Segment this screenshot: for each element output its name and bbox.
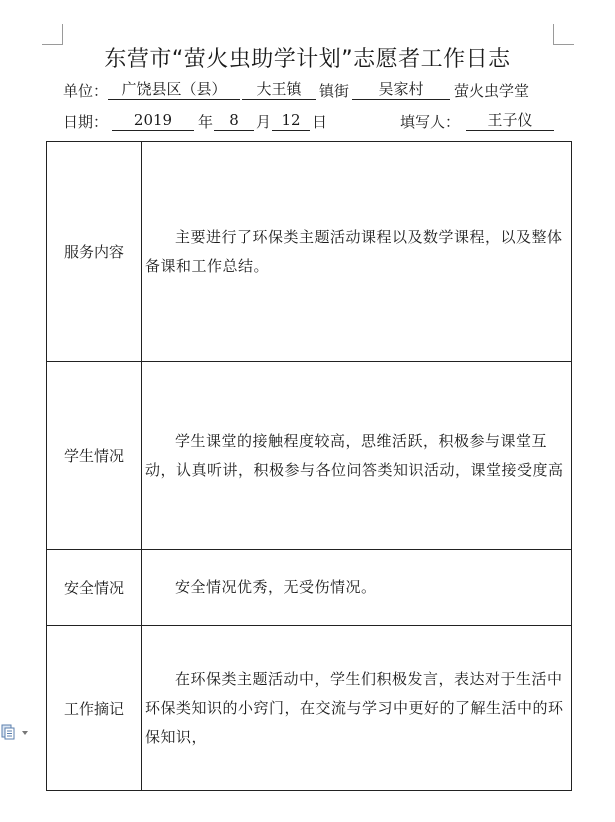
author-field: 王子仪 bbox=[466, 111, 554, 131]
row-label-notes: 工作摘记 bbox=[47, 626, 142, 791]
year-field: 2019 bbox=[112, 111, 194, 131]
row-label-students: 学生情况 bbox=[47, 362, 142, 550]
notes-content-text: 在环保类主题活动中，学生们积极发言，表达对于生活中环保类知识的小窍门，在交流与学习中更好的了解生活中的环保知识， bbox=[145, 669, 564, 746]
school-name: 萤火虫学堂 bbox=[454, 82, 530, 100]
table-row bbox=[47, 550, 572, 626]
year-label: 年 bbox=[198, 113, 214, 131]
day-field: 12 bbox=[272, 111, 310, 131]
chevron-down-icon[interactable] bbox=[22, 731, 28, 735]
students-content-text: 学生课堂的接触程度较高，思维活跃，积极参与课堂互动，认真听讲，积极参与各位问答类知识活动，课堂接受度高 bbox=[145, 431, 564, 479]
date-label: 日期： bbox=[63, 113, 109, 131]
row-content-safety bbox=[142, 550, 572, 626]
month-field: 8 bbox=[214, 111, 254, 131]
log-table bbox=[46, 141, 572, 791]
document-paste-icon[interactable] bbox=[1, 724, 15, 740]
street-label: 镇街 bbox=[319, 82, 350, 100]
village-field: 吴家村 bbox=[352, 80, 450, 100]
table-row bbox=[47, 626, 572, 791]
document-title: 东营市“萤火虫助学计划”志愿者工作日志 bbox=[104, 47, 511, 72]
row-content-service bbox=[142, 142, 572, 362]
town-field: 大王镇 bbox=[242, 80, 316, 100]
county-field: 广饶县区（县） bbox=[108, 80, 240, 100]
table-row bbox=[47, 142, 572, 362]
author-label: 填写人： bbox=[400, 113, 461, 131]
row-content-students bbox=[142, 362, 572, 550]
safety-content-text: 安全情况优秀，无受伤情况。 bbox=[175, 578, 377, 596]
unit-label: 单位： bbox=[63, 82, 109, 100]
month-label: 月 bbox=[256, 113, 272, 131]
day-label: 日 bbox=[312, 113, 328, 131]
table-row bbox=[47, 362, 572, 550]
row-content-notes bbox=[142, 626, 572, 791]
row-label-service: 服务内容 bbox=[47, 142, 142, 362]
row-label-safety: 安全情况 bbox=[47, 550, 142, 626]
service-content-text: 主要进行了环保类主题活动课程以及数学课程，以及整体备课和工作总结。 bbox=[145, 227, 563, 275]
